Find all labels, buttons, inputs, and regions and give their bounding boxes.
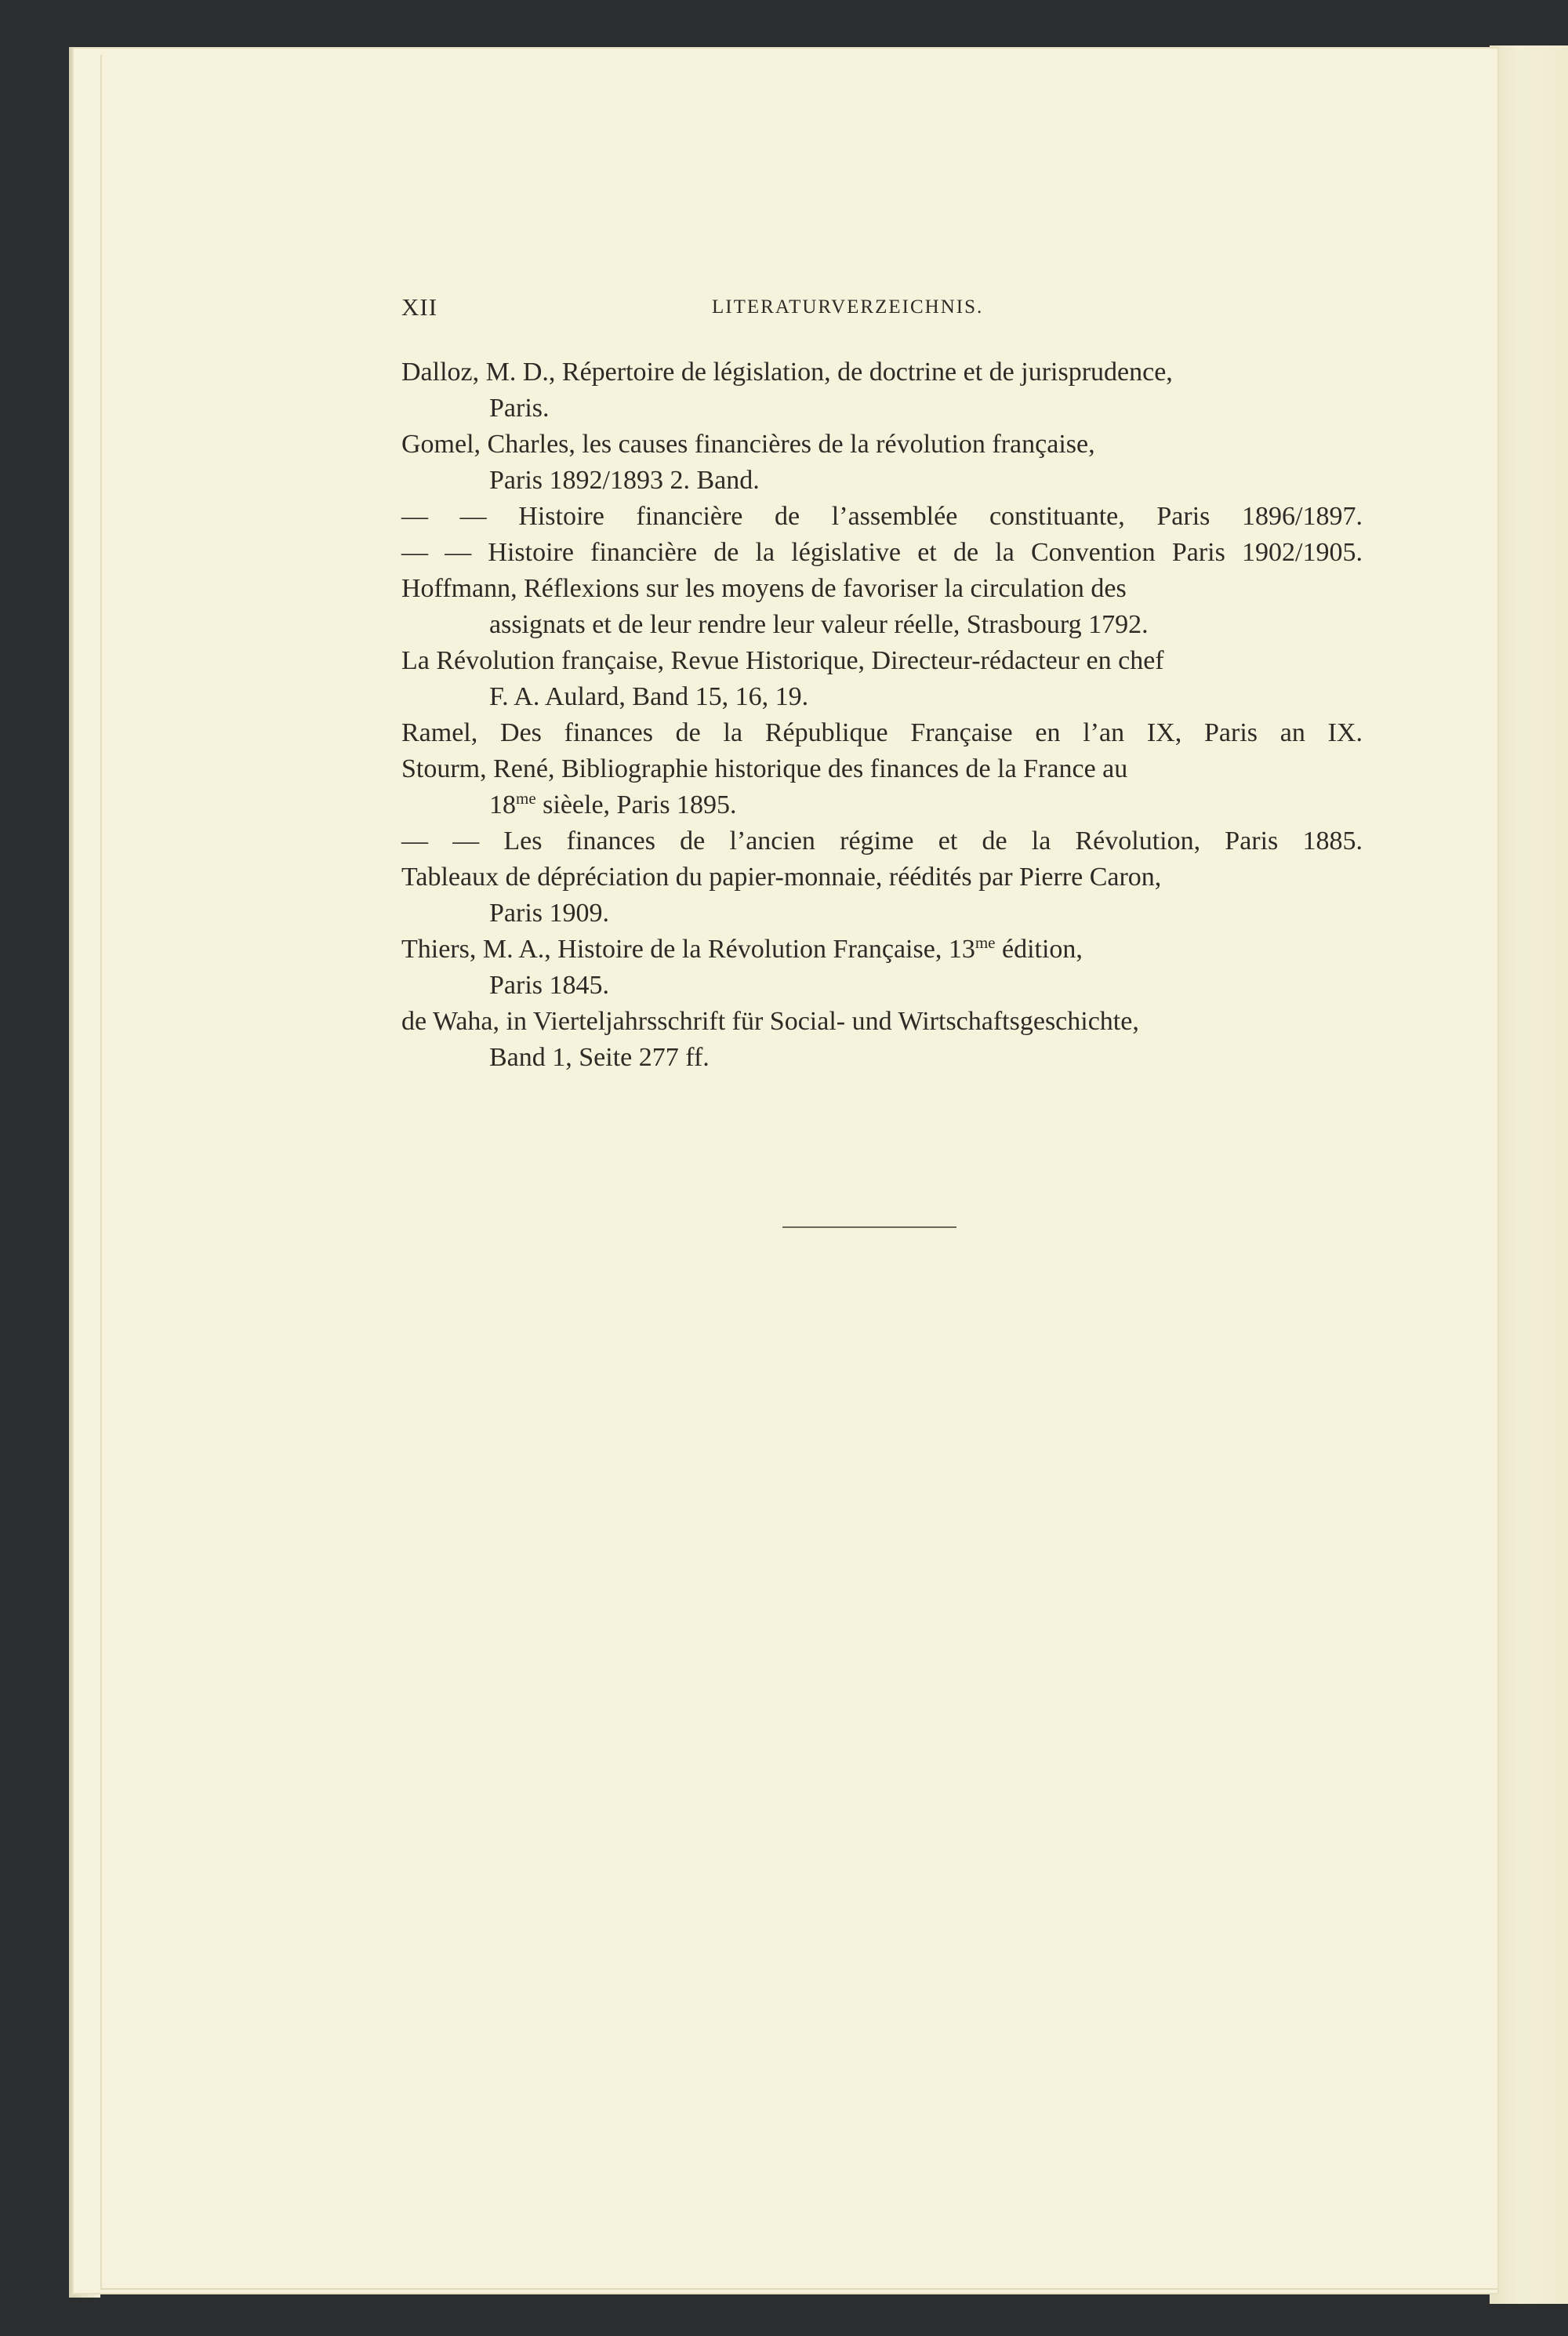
entry-line (401, 538, 1363, 567)
entry-line-text: de Waha, in Vierteljahrsschrift für Social- und Wirtschaftsgeschichte, (401, 1007, 1139, 1036)
entry-line (489, 1043, 710, 1072)
entry-line-text: — — Histoire financière de la législative et de la Convention Paris 1902/1905. (401, 538, 1363, 567)
entry-line (401, 935, 1083, 964)
entry-line (401, 358, 1173, 387)
bibliography-entry (401, 751, 1363, 823)
bibliography-entry (401, 859, 1363, 932)
entry-line (401, 1007, 1139, 1036)
section-divider-rule (782, 1226, 956, 1228)
entry-line-text: Stourm, René, Bibliographie historique des finances de la France au (401, 754, 1128, 783)
bibliography-entry (401, 427, 1363, 499)
entry-line (489, 790, 737, 819)
entry-line-text: — — Les finances de l’ancien régime et de la Révolution, Paris 1885. (401, 827, 1363, 856)
entry-line-text: Band 1, Seite 277 ff. (489, 1043, 710, 1072)
entry-line (489, 899, 609, 928)
entry-line (401, 430, 1095, 459)
entry-line-text: édition, (995, 935, 1083, 964)
entry-line (489, 610, 1149, 639)
entry-line-text: Paris 1909. (489, 899, 609, 928)
page-number: XII (401, 293, 438, 321)
superscript: me (975, 933, 996, 952)
bibliography-entry (401, 535, 1363, 571)
running-title: LITERATURVERZEICHNIS. (712, 296, 984, 318)
entry-line-text: Paris 1892/1893 2. Band. (489, 466, 760, 495)
entry-line-text: sièele, Paris 1895. (535, 790, 737, 819)
entry-line (401, 827, 1363, 856)
entry-line-text: Ramel, Des finances de la République Française en l’an IX, Paris an IX. (401, 718, 1363, 747)
entry-line (489, 394, 550, 423)
entry-line (401, 646, 1164, 675)
entry-line (401, 863, 1161, 892)
bibliography-entry (401, 643, 1363, 715)
running-head (401, 282, 1363, 329)
bibliography-entry (401, 715, 1363, 751)
entry-line (401, 754, 1127, 783)
bibliography-entry (401, 499, 1363, 535)
text-block (401, 282, 1363, 1076)
entry-line (401, 502, 1363, 531)
entry-line-text: La Révolution française, Revue Historique, Directeur-rédacteur en chef (401, 646, 1164, 675)
entry-line-text: Paris 1845. (489, 971, 609, 1000)
entry-line (401, 718, 1363, 747)
next-page-edge (1490, 45, 1568, 2304)
bibliography-entry (401, 1004, 1363, 1076)
entry-line-text: Dalloz, M. D., Répertoire de législation, de doctrine et de jurisprudence, (401, 358, 1173, 387)
bibliography-entry (401, 932, 1363, 1004)
entry-line (401, 574, 1127, 603)
bibliography-entry (401, 354, 1363, 427)
superscript: me (516, 789, 536, 808)
entry-line-text: F. A. Aulard, Band 15, 16, 19. (489, 682, 809, 711)
entry-line-text: Hoffmann, Réflexions sur les moyens de favoriser la circulation des (401, 574, 1127, 603)
entry-line-text: 18 (489, 790, 516, 819)
entry-line-text: Tableaux de dépréciation du papier-monnaie, réédités par Pierre Caron, (401, 863, 1162, 892)
entry-line-text: Thiers, M. A., Histoire de la Révolution Française, 13 (401, 935, 975, 964)
entry-line-text: Paris. (489, 394, 550, 423)
entry-line-text: Gomel, Charles, les causes financières de la révolution française, (401, 430, 1095, 459)
bibliography-entry (401, 571, 1363, 643)
entry-line (489, 682, 808, 711)
entry-line-text: — — Histoire financière de l’assemblée constituante, Paris 1896/1897. (401, 502, 1363, 531)
entry-line (489, 466, 760, 495)
bibliography-entry (401, 823, 1363, 859)
bibliography-list (401, 354, 1363, 1076)
entry-line-text: assignats et de leur rendre leur valeur réelle, Strasbourg 1792. (489, 610, 1149, 639)
entry-line (489, 971, 609, 1000)
